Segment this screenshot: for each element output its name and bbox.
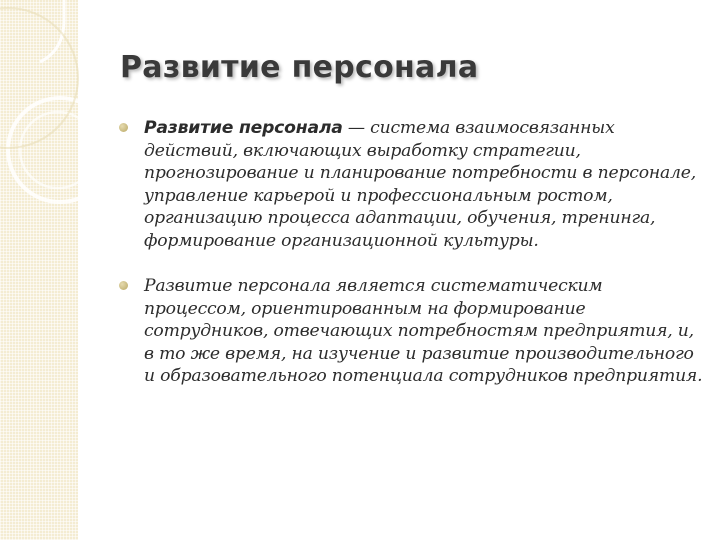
bullet-item-definition bbox=[117, 117, 707, 252]
decorative-ring-small bbox=[20, 112, 96, 188]
slide-title: Развитие персонала bbox=[120, 50, 479, 85]
bullet-marker-icon bbox=[119, 281, 128, 290]
bullet-text: — система взаимосвязанных действий, включающих выработку стратегии, прогнозирование и планирование потребности в персонале, управление карьерой и профессиональным ростом, организацию процесса адаптации, обучения, тренинга, формирование организационной культуры. bbox=[144, 118, 696, 251]
bullet-item-process bbox=[117, 275, 707, 388]
bullet-text: Развитие персонала является систематическим процессом, ориентированным на формирование сотрудников, отвечающих потребностям предприятия, и, в то же время, на изучение и развитие производительного и образовательного потенциала сотрудников предприятия. bbox=[144, 276, 703, 386]
bullet-marker-icon bbox=[119, 123, 128, 132]
bullet-term: Развитие персонала bbox=[144, 118, 343, 138]
bullet-list bbox=[117, 117, 707, 388]
